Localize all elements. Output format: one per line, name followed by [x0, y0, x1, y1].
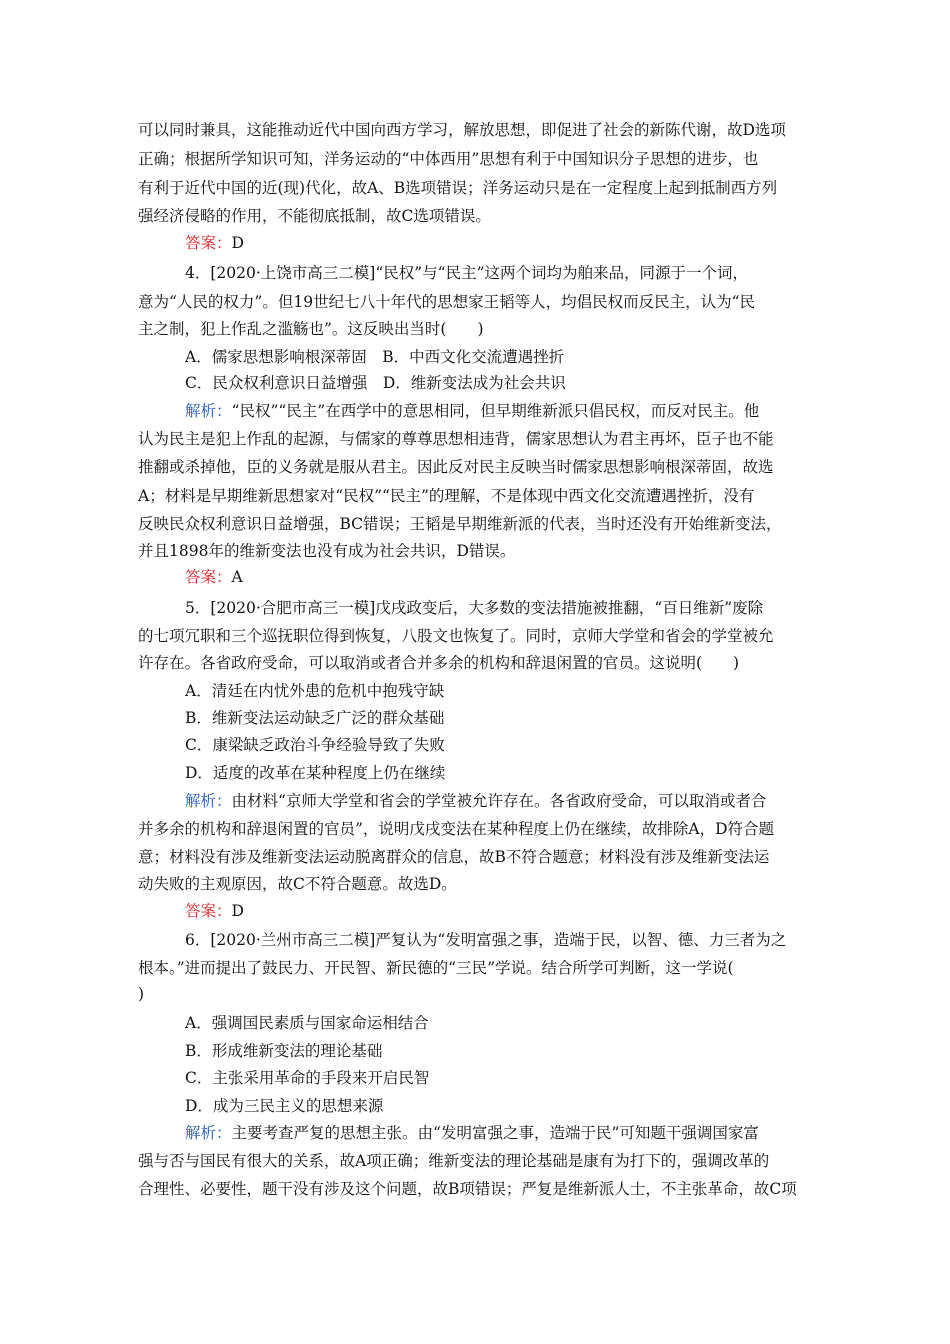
text-line: 动失败的主观原因，故C不符合题意。故选D。	[138, 875, 457, 893]
answer-value: A	[231, 568, 243, 586]
text-line: 并且1898年的维新变法也没有成为社会共识，D错误。	[138, 542, 516, 560]
question-5-line: 5．[2020·合肥市高三一模]戊戌政变后，大多数的变法措施被推翻，“百日维新”废除	[185, 599, 764, 617]
answer-value: D	[231, 234, 244, 252]
option-b: B．维新变法运动缺乏广泛的群众基础	[185, 709, 445, 727]
text-line: A；材料是早期维新思想家对“民权”“民主”的理解，不是体现中西文化交流遭遇挫折，没有	[138, 487, 755, 505]
options-line: A．儒家思想影响根深蒂固 B．中西文化交流遭遇挫折	[185, 348, 565, 366]
answer-label: 答案：	[185, 902, 232, 920]
text-line: 强与否与国民有很大的关系，故A项正确；维新变法的理论基础是康有为打下的，强调改革的	[138, 1152, 770, 1170]
option-c: C．主张采用革命的手段来开启民智	[185, 1069, 430, 1087]
text-line: 推翻或杀掉他，臣的义务就是服从君主。因此反对民主反映当时儒家思想影响根深蒂固，故选	[138, 458, 774, 476]
explanation-text: 由材料“京师大学堂和省会的学堂被允许存在。各省政府受命，可以取消或者合	[231, 792, 767, 810]
text-line: 许存在。各省政府受命，可以取消或者合并多余的机构和辞退闲置的官员。这说明( )	[138, 654, 740, 672]
explanation-label: 解析：	[185, 402, 232, 420]
explanation-line	[185, 790, 818, 812]
explanation-text: “民权”“民主”在西学中的意思相同，但早期维新派只倡民权，而反对民主。他	[231, 402, 760, 420]
answer-line	[185, 232, 818, 254]
options-line: C．民众权利意识日益增强 D．维新变法成为社会共识	[185, 374, 566, 392]
explanation-text: 主要考查严复的思想主张。由“发明富强之事，造端于民”可知题干强调国家富	[231, 1124, 759, 1142]
option-d: D．成为三民主义的思想来源	[185, 1097, 384, 1115]
question-6-line: 6．[2020·兰州市高三二模]严复认为“发明富强之事，造端于民，以智、德、力三者为之	[185, 931, 787, 949]
option-d: D．适度的改革在某种程度上仍在继续	[185, 764, 446, 782]
explanation-label: 解析：	[185, 1124, 232, 1142]
text-line: 意；材料没有涉及维新变法运动脱离群众的信息，故B不符合题意；材料没有涉及维新变法运	[138, 848, 770, 866]
text-line: 主之制，犯上作乱之滥觞也”。这反映出当时( )	[138, 320, 484, 338]
explanation-label: 解析：	[185, 792, 232, 810]
text-line: 合理性、必要性，题干没有涉及这个问题，故B项错误；严复是维新派人士，不主张革命，故C项	[138, 1180, 797, 1198]
answer-label: 答案：	[185, 568, 232, 586]
text-line: 强经济侵略的作用，不能彻底抵制，故C选项错误。	[138, 207, 491, 225]
text-line: 的七项冗职和三个巡抚职位得到恢复，八股文也恢复了。同时，京师大学堂和省会的学堂被允	[138, 627, 774, 645]
text-line: 根本。”进而提出了鼓民力、开民智、新民德的“三民”学说。结合所学可判断，这一学说(	[138, 959, 734, 977]
text-line: 认为民主是犯上作乱的起源，与儒家的尊尊思想相违背，儒家思想认为君主再坏，臣子也不能	[138, 430, 774, 448]
text-line: )	[138, 985, 145, 1003]
text-line: 有利于近代中国的近(现)代化，故A、B选项错误；洋务运动只是在一定程度上起到抵制西方列	[138, 179, 778, 197]
answer-line	[185, 566, 818, 588]
option-a: A．清廷在内忧外患的危机中抱残守缺	[185, 682, 445, 700]
answer-line	[185, 900, 818, 922]
option-b: B．形成维新变法的理论基础	[185, 1042, 383, 1060]
question-4-line: 4．[2020·上饶市高三二模]“民权”与“民主”这两个词均为舶来品，同源于一个词，	[185, 264, 749, 282]
explanation-line	[185, 400, 818, 422]
text-line: 意为“人民的权力”。但19世纪七八十年代的思想家王韬等人，均倡民权而反民主，认为“民	[138, 293, 755, 311]
answer-value: D	[231, 902, 244, 920]
text-line: 反映民众权利意识日益增强，BC错误；王韬是早期维新派的代表，当时还没有开始维新变法，	[138, 515, 782, 533]
option-a: A．强调国民素质与国家命运相结合	[185, 1014, 429, 1032]
answer-label: 答案：	[185, 234, 232, 252]
text-line: 正确；根据所学知识可知，洋务运动的“中体西用”思想有利于中国知识分子思想的进步，也	[138, 150, 759, 168]
explanation-line	[185, 1122, 818, 1144]
text-line: 并多余的机构和辞退闲置的官员”，说明戊戌变法在某种程度上仍在继续，故排除A，D符合题	[138, 820, 775, 838]
option-c: C．康梁缺乏政治斗争经验导致了失败	[185, 736, 445, 754]
text-line: 可以同时兼具，这能推动近代中国向西方学习，解放思想，即促进了社会的新陈代谢，故D选项	[138, 121, 786, 139]
